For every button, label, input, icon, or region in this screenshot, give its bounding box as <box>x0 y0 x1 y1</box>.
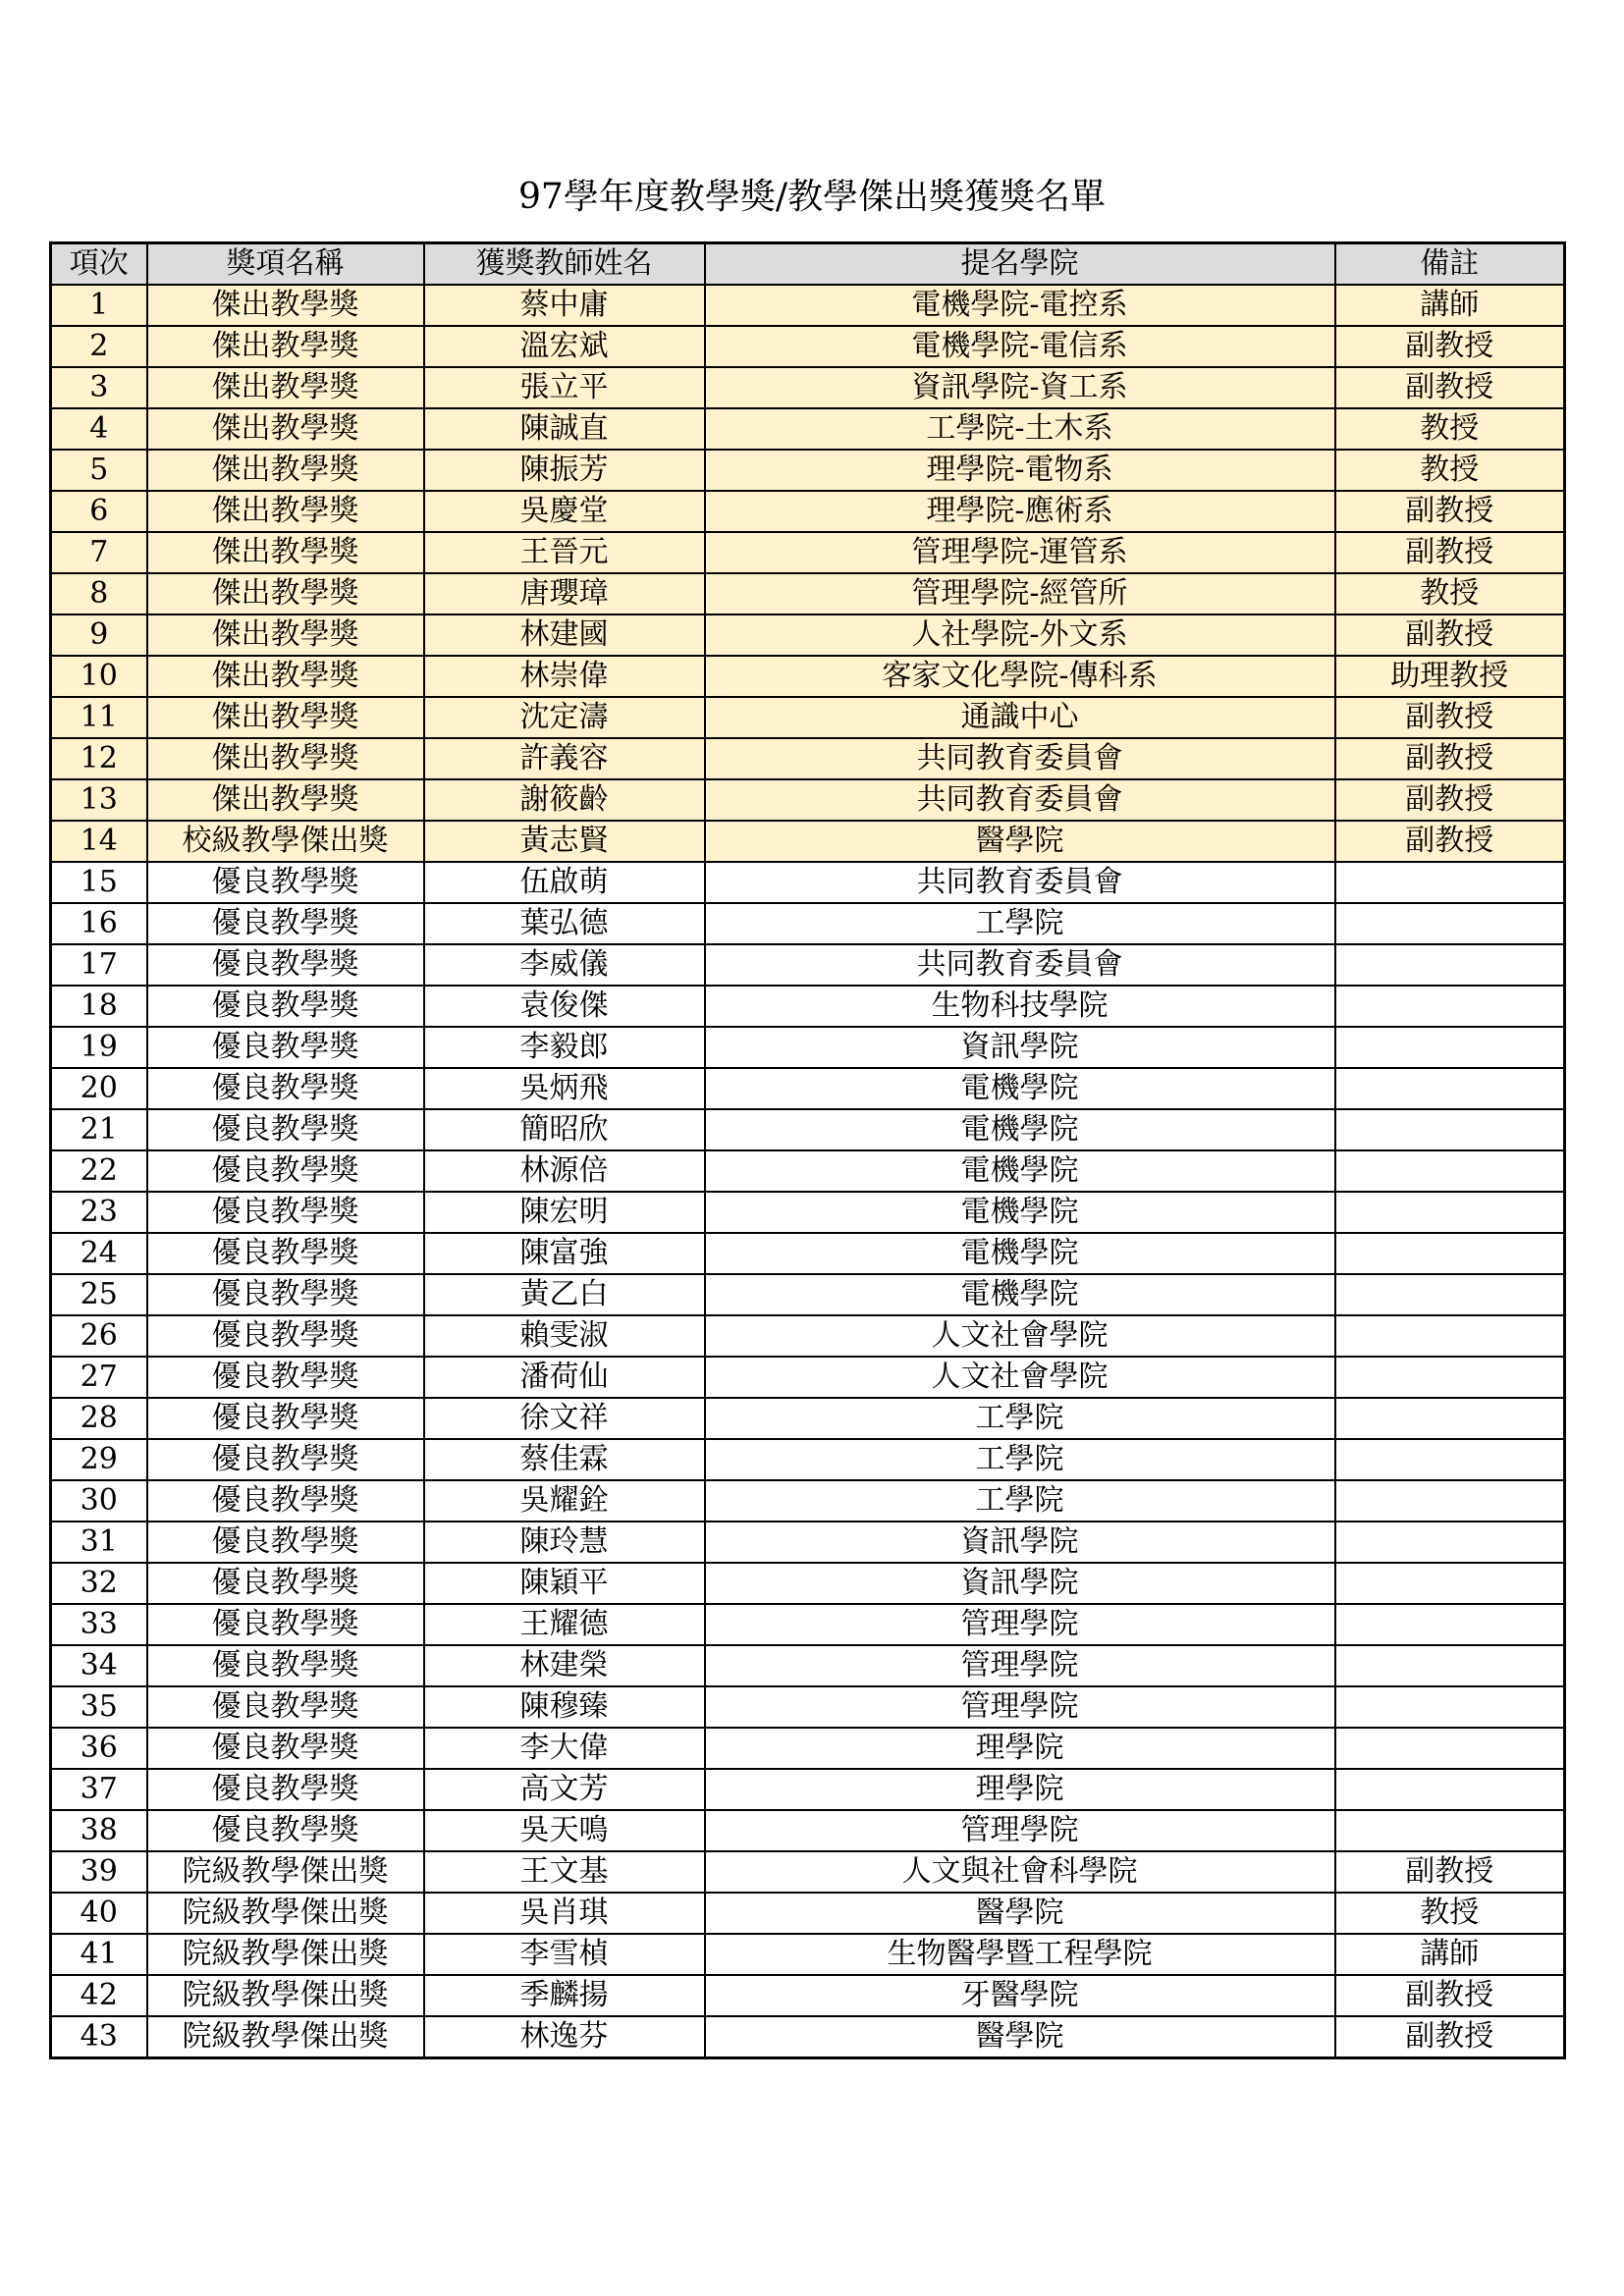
cell-teacher-name: 唐瓔璋 <box>424 573 705 614</box>
cell-nominating-college: 通識中心 <box>705 697 1335 738</box>
cell-award-name: 院級教學傑出獎 <box>147 1851 424 1893</box>
cell-remarks: 副教授 <box>1335 779 1565 821</box>
cell-item-no: 23 <box>51 1192 147 1233</box>
table-row <box>51 1851 1565 1893</box>
table-row <box>51 1439 1565 1480</box>
header-item-no: 項次 <box>51 243 147 286</box>
cell-teacher-name: 吳炳飛 <box>424 1068 705 1109</box>
cell-teacher-name: 徐文祥 <box>424 1398 705 1439</box>
cell-teacher-name: 謝筱齡 <box>424 779 705 821</box>
cell-award-name: 優良教學獎 <box>147 1439 424 1480</box>
cell-teacher-name: 溫宏斌 <box>424 326 705 367</box>
cell-award-name: 優良教學獎 <box>147 862 424 903</box>
cell-award-name: 優良教學獎 <box>147 903 424 944</box>
cell-award-name: 優良教學獎 <box>147 1233 424 1274</box>
cell-teacher-name: 陳玲慧 <box>424 1522 705 1563</box>
cell-item-no: 41 <box>51 1934 147 1975</box>
cell-item-no: 17 <box>51 944 147 986</box>
cell-teacher-name: 葉弘德 <box>424 903 705 944</box>
award-table <box>49 241 1566 2059</box>
table-row <box>51 1934 1565 1975</box>
cell-teacher-name: 季麟揚 <box>424 1975 705 2016</box>
cell-award-name: 傑出教學獎 <box>147 491 424 532</box>
cell-award-name: 傑出教學獎 <box>147 614 424 656</box>
cell-item-no: 3 <box>51 367 147 408</box>
cell-remarks: 副教授 <box>1335 326 1565 367</box>
cell-remarks <box>1335 1315 1565 1357</box>
cell-nominating-college: 共同教育委員會 <box>705 944 1335 986</box>
cell-item-no: 10 <box>51 656 147 697</box>
cell-remarks: 副教授 <box>1335 1851 1565 1893</box>
cell-nominating-college: 資訊學院 <box>705 1563 1335 1604</box>
cell-item-no: 36 <box>51 1728 147 1769</box>
cell-item-no: 35 <box>51 1686 147 1728</box>
table-row <box>51 1893 1565 1934</box>
table-row <box>51 1398 1565 1439</box>
cell-item-no: 39 <box>51 1851 147 1893</box>
table-row <box>51 1810 1565 1851</box>
cell-award-name: 優良教學獎 <box>147 1810 424 1851</box>
cell-remarks: 副教授 <box>1335 532 1565 573</box>
cell-award-name: 優良教學獎 <box>147 1645 424 1686</box>
header-teacher-name: 獲獎教師姓名 <box>424 243 705 286</box>
cell-nominating-college: 電機學院-電信系 <box>705 326 1335 367</box>
table-row <box>51 532 1565 573</box>
table-row <box>51 367 1565 408</box>
cell-remarks: 副教授 <box>1335 491 1565 532</box>
cell-remarks <box>1335 1109 1565 1150</box>
cell-remarks <box>1335 1068 1565 1109</box>
cell-remarks: 副教授 <box>1335 738 1565 779</box>
cell-award-name: 傑出教學獎 <box>147 779 424 821</box>
cell-item-no: 32 <box>51 1563 147 1604</box>
cell-teacher-name: 吳天鳴 <box>424 1810 705 1851</box>
cell-teacher-name: 陳穆臻 <box>424 1686 705 1728</box>
cell-nominating-college: 共同教育委員會 <box>705 779 1335 821</box>
cell-award-name: 優良教學獎 <box>147 1686 424 1728</box>
table-row <box>51 1068 1565 1109</box>
cell-award-name: 傑出教學獎 <box>147 367 424 408</box>
cell-award-name: 優良教學獎 <box>147 1109 424 1150</box>
cell-teacher-name: 陳誠直 <box>424 408 705 450</box>
table-row <box>51 1192 1565 1233</box>
cell-item-no: 40 <box>51 1893 147 1934</box>
cell-item-no: 18 <box>51 986 147 1027</box>
cell-teacher-name: 王文基 <box>424 1851 705 1893</box>
cell-nominating-college: 管理學院-運管系 <box>705 532 1335 573</box>
table-row <box>51 2016 1565 2058</box>
cell-award-name: 傑出教學獎 <box>147 573 424 614</box>
cell-nominating-college: 工學院-土木系 <box>705 408 1335 450</box>
table-row <box>51 1522 1565 1563</box>
table-row <box>51 1027 1565 1068</box>
cell-item-no: 26 <box>51 1315 147 1357</box>
cell-award-name: 傑出教學獎 <box>147 285 424 326</box>
cell-item-no: 14 <box>51 821 147 862</box>
table-row <box>51 986 1565 1027</box>
table-row <box>51 821 1565 862</box>
cell-item-no: 27 <box>51 1357 147 1398</box>
cell-remarks <box>1335 1233 1565 1274</box>
cell-item-no: 22 <box>51 1150 147 1192</box>
cell-nominating-college: 共同教育委員會 <box>705 862 1335 903</box>
cell-teacher-name: 陳宏明 <box>424 1192 705 1233</box>
table-row <box>51 1604 1565 1645</box>
cell-teacher-name: 李威儀 <box>424 944 705 986</box>
cell-teacher-name: 蔡佳霖 <box>424 1439 705 1480</box>
cell-award-name: 傑出教學獎 <box>147 532 424 573</box>
cell-nominating-college: 管理學院 <box>705 1604 1335 1645</box>
cell-remarks <box>1335 1398 1565 1439</box>
cell-remarks <box>1335 1027 1565 1068</box>
cell-teacher-name: 蔡中庸 <box>424 285 705 326</box>
cell-nominating-college: 電機學院 <box>705 1068 1335 1109</box>
table-row <box>51 1109 1565 1150</box>
header-award-name: 獎項名稱 <box>147 243 424 286</box>
cell-remarks: 副教授 <box>1335 1975 1565 2016</box>
cell-nominating-college: 醫學院 <box>705 1893 1335 1934</box>
cell-teacher-name: 陳富強 <box>424 1233 705 1274</box>
cell-remarks: 助理教授 <box>1335 656 1565 697</box>
cell-teacher-name: 林建國 <box>424 614 705 656</box>
cell-item-no: 13 <box>51 779 147 821</box>
cell-teacher-name: 吳慶堂 <box>424 491 705 532</box>
cell-nominating-college: 人社學院-外文系 <box>705 614 1335 656</box>
cell-award-name: 傑出教學獎 <box>147 326 424 367</box>
cell-award-name: 優良教學獎 <box>147 1398 424 1439</box>
cell-remarks <box>1335 1480 1565 1522</box>
cell-teacher-name: 王晉元 <box>424 532 705 573</box>
cell-award-name: 院級教學傑出獎 <box>147 1934 424 1975</box>
cell-award-name: 傑出教學獎 <box>147 408 424 450</box>
cell-nominating-college: 電機學院 <box>705 1109 1335 1150</box>
table-row <box>51 285 1565 326</box>
cell-nominating-college: 資訊學院 <box>705 1522 1335 1563</box>
cell-award-name: 傑出教學獎 <box>147 697 424 738</box>
cell-item-no: 24 <box>51 1233 147 1274</box>
cell-teacher-name: 許義容 <box>424 738 705 779</box>
cell-award-name: 優良教學獎 <box>147 1192 424 1233</box>
cell-nominating-college: 理學院-電物系 <box>705 450 1335 491</box>
cell-item-no: 38 <box>51 1810 147 1851</box>
cell-teacher-name: 李大偉 <box>424 1728 705 1769</box>
cell-nominating-college: 牙醫學院 <box>705 1975 1335 2016</box>
table-row <box>51 1315 1565 1357</box>
header-nominating-college: 提名學院 <box>705 243 1335 286</box>
cell-item-no: 43 <box>51 2016 147 2058</box>
cell-item-no: 9 <box>51 614 147 656</box>
table-row <box>51 326 1565 367</box>
cell-nominating-college: 工學院 <box>705 1439 1335 1480</box>
cell-nominating-college: 管理學院 <box>705 1810 1335 1851</box>
table-body <box>51 285 1565 2058</box>
cell-nominating-college: 工學院 <box>705 1398 1335 1439</box>
cell-remarks <box>1335 1522 1565 1563</box>
cell-remarks: 副教授 <box>1335 697 1565 738</box>
cell-teacher-name: 張立平 <box>424 367 705 408</box>
cell-remarks <box>1335 986 1565 1027</box>
cell-teacher-name: 賴雯淑 <box>424 1315 705 1357</box>
cell-remarks: 講師 <box>1335 285 1565 326</box>
cell-item-no: 12 <box>51 738 147 779</box>
cell-remarks <box>1335 1274 1565 1315</box>
cell-nominating-college: 人文社會學院 <box>705 1357 1335 1398</box>
cell-award-name: 優良教學獎 <box>147 1522 424 1563</box>
cell-nominating-college: 生物醫學暨工程學院 <box>705 1934 1335 1975</box>
table-row <box>51 1975 1565 2016</box>
cell-remarks <box>1335 1563 1565 1604</box>
cell-teacher-name: 林建榮 <box>424 1645 705 1686</box>
cell-item-no: 11 <box>51 697 147 738</box>
cell-teacher-name: 沈定濤 <box>424 697 705 738</box>
cell-teacher-name: 黃乙白 <box>424 1274 705 1315</box>
cell-remarks <box>1335 1150 1565 1192</box>
cell-nominating-college: 醫學院 <box>705 2016 1335 2058</box>
cell-nominating-college: 電機學院 <box>705 1192 1335 1233</box>
cell-teacher-name: 王耀德 <box>424 1604 705 1645</box>
cell-award-name: 優良教學獎 <box>147 1357 424 1398</box>
cell-teacher-name: 潘荷仙 <box>424 1357 705 1398</box>
cell-nominating-college: 工學院 <box>705 1480 1335 1522</box>
cell-item-no: 5 <box>51 450 147 491</box>
cell-remarks: 講師 <box>1335 1934 1565 1975</box>
table-row <box>51 1645 1565 1686</box>
table-row <box>51 1686 1565 1728</box>
cell-item-no: 7 <box>51 532 147 573</box>
cell-nominating-college: 管理學院 <box>705 1686 1335 1728</box>
cell-item-no: 28 <box>51 1398 147 1439</box>
cell-award-name: 校級教學傑出獎 <box>147 821 424 862</box>
table-row <box>51 738 1565 779</box>
cell-item-no: 29 <box>51 1439 147 1480</box>
table-header-row <box>51 243 1565 286</box>
table-row <box>51 862 1565 903</box>
cell-nominating-college: 工學院 <box>705 903 1335 944</box>
cell-nominating-college: 生物科技學院 <box>705 986 1335 1027</box>
cell-award-name: 傑出教學獎 <box>147 738 424 779</box>
cell-teacher-name: 簡昭欣 <box>424 1109 705 1150</box>
table-row <box>51 491 1565 532</box>
cell-teacher-name: 陳振芳 <box>424 450 705 491</box>
table-row <box>51 573 1565 614</box>
table-row <box>51 944 1565 986</box>
cell-nominating-college: 人文社會學院 <box>705 1315 1335 1357</box>
cell-item-no: 20 <box>51 1068 147 1109</box>
cell-award-name: 優良教學獎 <box>147 1563 424 1604</box>
cell-item-no: 30 <box>51 1480 147 1522</box>
cell-item-no: 33 <box>51 1604 147 1645</box>
cell-teacher-name: 袁俊傑 <box>424 986 705 1027</box>
header-remarks: 備註 <box>1335 243 1565 286</box>
table-row <box>51 614 1565 656</box>
cell-nominating-college: 理學院-應術系 <box>705 491 1335 532</box>
cell-remarks: 教授 <box>1335 408 1565 450</box>
cell-nominating-college: 共同教育委員會 <box>705 738 1335 779</box>
table-row <box>51 450 1565 491</box>
cell-remarks <box>1335 1439 1565 1480</box>
cell-award-name: 院級教學傑出獎 <box>147 2016 424 2058</box>
cell-remarks <box>1335 1769 1565 1810</box>
cell-nominating-college: 人文與社會科學院 <box>705 1851 1335 1893</box>
cell-remarks <box>1335 1686 1565 1728</box>
cell-remarks <box>1335 1357 1565 1398</box>
cell-item-no: 16 <box>51 903 147 944</box>
cell-award-name: 優良教學獎 <box>147 944 424 986</box>
cell-item-no: 42 <box>51 1975 147 2016</box>
cell-remarks: 教授 <box>1335 573 1565 614</box>
cell-teacher-name: 李雪楨 <box>424 1934 705 1975</box>
cell-nominating-college: 電機學院 <box>705 1150 1335 1192</box>
cell-teacher-name: 李毅郎 <box>424 1027 705 1068</box>
cell-item-no: 19 <box>51 1027 147 1068</box>
cell-nominating-college: 客家文化學院-傳科系 <box>705 656 1335 697</box>
cell-item-no: 15 <box>51 862 147 903</box>
table-row <box>51 656 1565 697</box>
cell-item-no: 31 <box>51 1522 147 1563</box>
cell-nominating-college: 管理學院-經管所 <box>705 573 1335 614</box>
cell-award-name: 院級教學傑出獎 <box>147 1975 424 2016</box>
cell-nominating-college: 資訊學院 <box>705 1027 1335 1068</box>
cell-award-name: 優良教學獎 <box>147 1315 424 1357</box>
cell-teacher-name: 陳穎平 <box>424 1563 705 1604</box>
cell-remarks <box>1335 1810 1565 1851</box>
cell-item-no: 6 <box>51 491 147 532</box>
cell-award-name: 優良教學獎 <box>147 1068 424 1109</box>
cell-award-name: 優良教學獎 <box>147 1480 424 1522</box>
cell-remarks: 副教授 <box>1335 614 1565 656</box>
cell-nominating-college: 電機學院 <box>705 1274 1335 1315</box>
cell-award-name: 優良教學獎 <box>147 1150 424 1192</box>
table-row <box>51 1769 1565 1810</box>
cell-award-name: 傑出教學獎 <box>147 656 424 697</box>
cell-teacher-name: 林源倍 <box>424 1150 705 1192</box>
cell-teacher-name: 伍啟萌 <box>424 862 705 903</box>
cell-remarks <box>1335 1192 1565 1233</box>
cell-award-name: 優良教學獎 <box>147 1604 424 1645</box>
cell-remarks <box>1335 862 1565 903</box>
cell-award-name: 優良教學獎 <box>147 1274 424 1315</box>
cell-teacher-name: 黃志賢 <box>424 821 705 862</box>
cell-item-no: 2 <box>51 326 147 367</box>
table-row <box>51 1357 1565 1398</box>
table-row <box>51 408 1565 450</box>
cell-award-name: 院級教學傑出獎 <box>147 1893 424 1934</box>
table-row <box>51 1480 1565 1522</box>
page-title: 97學年度教學獎/教學傑出獎獲獎名單 <box>518 177 1106 217</box>
cell-nominating-college: 管理學院 <box>705 1645 1335 1686</box>
table-row <box>51 1563 1565 1604</box>
cell-remarks: 教授 <box>1335 450 1565 491</box>
cell-award-name: 優良教學獎 <box>147 1027 424 1068</box>
cell-nominating-college: 醫學院 <box>705 821 1335 862</box>
cell-teacher-name: 高文芳 <box>424 1769 705 1810</box>
cell-nominating-college: 電機學院-電控系 <box>705 285 1335 326</box>
cell-nominating-college: 資訊學院-資工系 <box>705 367 1335 408</box>
table-row <box>51 903 1565 944</box>
table-row <box>51 1274 1565 1315</box>
cell-award-name: 優良教學獎 <box>147 1728 424 1769</box>
cell-teacher-name: 林逸芬 <box>424 2016 705 2058</box>
cell-item-no: 37 <box>51 1769 147 1810</box>
cell-remarks <box>1335 1645 1565 1686</box>
table-row <box>51 1233 1565 1274</box>
cell-remarks <box>1335 903 1565 944</box>
cell-award-name: 優良教學獎 <box>147 1769 424 1810</box>
cell-remarks: 副教授 <box>1335 2016 1565 2058</box>
table-row <box>51 697 1565 738</box>
cell-item-no: 8 <box>51 573 147 614</box>
table-row <box>51 1728 1565 1769</box>
cell-teacher-name: 林崇偉 <box>424 656 705 697</box>
cell-nominating-college: 理學院 <box>705 1728 1335 1769</box>
cell-teacher-name: 吳肖琪 <box>424 1893 705 1934</box>
cell-remarks: 教授 <box>1335 1893 1565 1934</box>
cell-item-no: 1 <box>51 285 147 326</box>
cell-item-no: 4 <box>51 408 147 450</box>
cell-item-no: 25 <box>51 1274 147 1315</box>
table-row <box>51 779 1565 821</box>
cell-remarks <box>1335 944 1565 986</box>
cell-award-name: 傑出教學獎 <box>147 450 424 491</box>
cell-item-no: 34 <box>51 1645 147 1686</box>
cell-remarks: 副教授 <box>1335 821 1565 862</box>
cell-nominating-college: 理學院 <box>705 1769 1335 1810</box>
cell-teacher-name: 吳耀銓 <box>424 1480 705 1522</box>
cell-item-no: 21 <box>51 1109 147 1150</box>
cell-nominating-college: 電機學院 <box>705 1233 1335 1274</box>
cell-remarks: 副教授 <box>1335 367 1565 408</box>
cell-award-name: 優良教學獎 <box>147 986 424 1027</box>
cell-remarks <box>1335 1604 1565 1645</box>
table-row <box>51 1150 1565 1192</box>
cell-remarks <box>1335 1728 1565 1769</box>
